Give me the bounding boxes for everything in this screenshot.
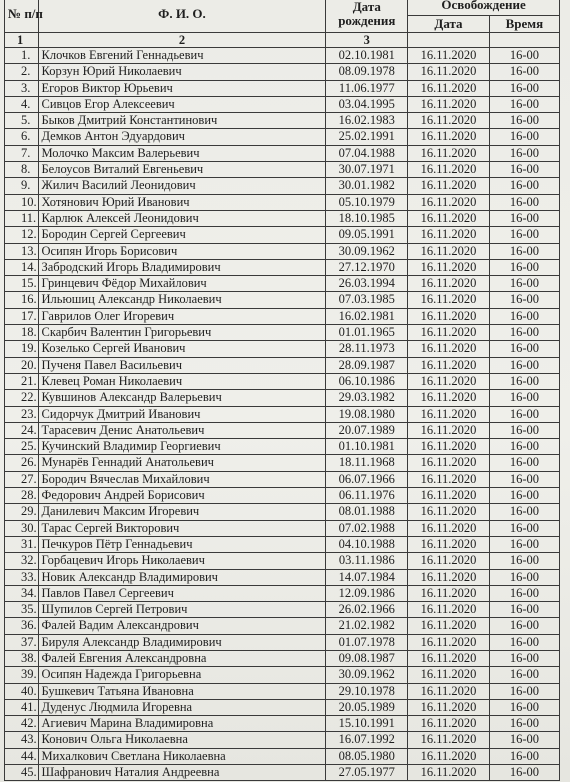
birth-date: 25.02.1991 — [326, 129, 408, 145]
release-date: 16.11.2020 — [408, 325, 490, 341]
release-time: 16-00 — [489, 439, 559, 455]
birth-date: 19.08.1980 — [326, 406, 408, 422]
table-row — [5, 210, 560, 226]
release-date: 16.11.2020 — [408, 276, 490, 292]
person-name: Демков Антон Эдуардович — [38, 129, 326, 145]
row-number: 15. — [5, 276, 39, 292]
birth-date: 29.10.1978 — [326, 683, 408, 699]
release-time: 16-00 — [489, 357, 559, 373]
release-date: 16.11.2020 — [408, 373, 490, 389]
birth-date: 05.10.1979 — [326, 194, 408, 210]
release-date: 16.11.2020 — [408, 162, 490, 178]
release-time: 16-00 — [489, 80, 559, 96]
header-release-date: Дата — [408, 16, 490, 33]
release-time: 16-00 — [489, 520, 559, 536]
person-name: Бируля Александр Владимирович — [38, 634, 326, 650]
person-name: Агиевич Марина Владимировна — [38, 716, 326, 732]
release-date: 16.11.2020 — [408, 650, 490, 666]
row-number: 6. — [5, 129, 39, 145]
table-row — [5, 716, 560, 732]
birth-date: 16.02.1983 — [326, 113, 408, 129]
release-date: 16.11.2020 — [408, 194, 490, 210]
release-time: 16-00 — [489, 569, 559, 585]
release-date: 16.11.2020 — [408, 634, 490, 650]
release-date: 16.11.2020 — [408, 748, 490, 764]
release-time: 16-00 — [489, 504, 559, 520]
row-number: 17. — [5, 308, 39, 324]
table-row — [5, 390, 560, 406]
release-time: 16-00 — [489, 406, 559, 422]
release-time: 16-00 — [489, 488, 559, 504]
birth-date: 07.03.1985 — [326, 292, 408, 308]
row-number: 23. — [5, 406, 39, 422]
table-row — [5, 308, 560, 324]
person-name: Шафранович Наталия Андреевна — [38, 765, 326, 781]
row-number: 9. — [5, 178, 39, 194]
birth-date: 28.09.1987 — [326, 357, 408, 373]
release-date: 16.11.2020 — [408, 227, 490, 243]
release-date: 16.11.2020 — [408, 439, 490, 455]
person-name: Мунарёв Геннадий Анатольевич — [38, 455, 326, 471]
table-row — [5, 634, 560, 650]
release-time: 16-00 — [489, 683, 559, 699]
person-name: Кувшинов Александр Валерьевич — [38, 390, 326, 406]
release-date: 16.11.2020 — [408, 765, 490, 781]
person-name: Клочков Евгений Геннадьевич — [38, 48, 326, 64]
release-time: 16-00 — [489, 390, 559, 406]
table-row — [5, 569, 560, 585]
row-number: 27. — [5, 471, 39, 487]
release-date: 16.11.2020 — [408, 308, 490, 324]
table-row — [5, 536, 560, 552]
release-date: 16.11.2020 — [408, 585, 490, 601]
birth-date: 06.10.1986 — [326, 373, 408, 389]
person-name: Павлов Павел Сергеевич — [38, 585, 326, 601]
row-number: 2. — [5, 64, 39, 80]
column-number-1: 1 — [5, 33, 39, 48]
table-row — [5, 243, 560, 259]
table-row — [5, 553, 560, 569]
release-time: 16-00 — [489, 422, 559, 438]
row-number: 36. — [5, 618, 39, 634]
birth-date: 21.02.1982 — [326, 618, 408, 634]
column-number-5 — [489, 33, 559, 48]
release-date: 16.11.2020 — [408, 243, 490, 259]
table-row — [5, 113, 560, 129]
birth-date: 08.01.1988 — [326, 504, 408, 520]
person-name: Карлюк Алексей Леонидович — [38, 210, 326, 226]
release-date: 16.11.2020 — [408, 292, 490, 308]
release-time: 16-00 — [489, 650, 559, 666]
release-date: 16.11.2020 — [408, 341, 490, 357]
person-name: Дуденус Людмила Игоревна — [38, 699, 326, 715]
table-row — [5, 341, 560, 357]
row-number: 3. — [5, 80, 39, 96]
birth-date: 07.02.1988 — [326, 520, 408, 536]
person-name: Хотянович Юрий Иванович — [38, 194, 326, 210]
birth-date: 07.04.1988 — [326, 145, 408, 161]
person-name: Быков Дмитрий Константинович — [38, 113, 326, 129]
release-date: 16.11.2020 — [408, 390, 490, 406]
table-row — [5, 455, 560, 471]
table-row — [5, 602, 560, 618]
row-number: 34. — [5, 585, 39, 601]
row-number: 13. — [5, 243, 39, 259]
row-number: 11. — [5, 210, 39, 226]
row-number: 43. — [5, 732, 39, 748]
release-date: 16.11.2020 — [408, 569, 490, 585]
birth-date: 28.11.1973 — [326, 341, 408, 357]
release-time: 16-00 — [489, 259, 559, 275]
person-name: Клевец Роман Николаевич — [38, 373, 326, 389]
release-date: 16.11.2020 — [408, 145, 490, 161]
table-row — [5, 259, 560, 275]
person-name: Белоусов Виталий Евгеньевич — [38, 162, 326, 178]
row-number: 8. — [5, 162, 39, 178]
birth-date: 26.02.1966 — [326, 602, 408, 618]
person-name: Фалей Вадим Александрович — [38, 618, 326, 634]
birth-date: 03.11.1986 — [326, 553, 408, 569]
release-time: 16-00 — [489, 585, 559, 601]
person-name: Тарасевич Денис Анатольевич — [38, 422, 326, 438]
birth-date: 18.11.1968 — [326, 455, 408, 471]
person-name: Конович Ольга Николаевна — [38, 732, 326, 748]
birth-date: 16.07.1992 — [326, 732, 408, 748]
person-name: Михалкович Светлана Николаевна — [38, 748, 326, 764]
release-time: 16-00 — [489, 194, 559, 210]
row-number: 41. — [5, 699, 39, 715]
header-full-name: Ф. И. О. — [38, 0, 326, 33]
table-body — [5, 48, 560, 781]
table-row — [5, 227, 560, 243]
table-row — [5, 520, 560, 536]
table-row — [5, 162, 560, 178]
birth-date: 30.09.1962 — [326, 667, 408, 683]
release-time: 16-00 — [489, 325, 559, 341]
birth-date: 01.07.1978 — [326, 634, 408, 650]
table-row — [5, 683, 560, 699]
birth-date: 30.07.1971 — [326, 162, 408, 178]
row-number: 25. — [5, 439, 39, 455]
row-number: 21. — [5, 373, 39, 389]
table-row — [5, 373, 560, 389]
person-name: Корзун Юрий Николаевич — [38, 64, 326, 80]
release-date: 16.11.2020 — [408, 64, 490, 80]
person-name: Егоров Виктор Юрьевич — [38, 80, 326, 96]
birth-date: 03.04.1995 — [326, 96, 408, 112]
birth-date: 30.09.1962 — [326, 243, 408, 259]
table-row — [5, 48, 560, 64]
table-row — [5, 585, 560, 601]
row-number: 31. — [5, 536, 39, 552]
table-row — [5, 471, 560, 487]
person-name: Скарбич Валентин Григорьевич — [38, 325, 326, 341]
birth-date: 18.10.1985 — [326, 210, 408, 226]
release-time: 16-00 — [489, 210, 559, 226]
row-number: 26. — [5, 455, 39, 471]
person-name: Новик Александр Владимирович — [38, 569, 326, 585]
birth-date: 14.07.1984 — [326, 569, 408, 585]
release-date: 16.11.2020 — [408, 96, 490, 112]
birth-date: 01.01.1965 — [326, 325, 408, 341]
birth-date: 02.10.1981 — [326, 48, 408, 64]
release-time: 16-00 — [489, 113, 559, 129]
table-row — [5, 732, 560, 748]
release-date: 16.11.2020 — [408, 553, 490, 569]
release-date: 16.11.2020 — [408, 602, 490, 618]
table-row — [5, 96, 560, 112]
table-row — [5, 80, 560, 96]
person-name: Гаврилов Олег Игоревич — [38, 308, 326, 324]
table-row — [5, 650, 560, 666]
birth-date: 04.10.1988 — [326, 536, 408, 552]
release-time: 16-00 — [489, 145, 559, 161]
release-date: 16.11.2020 — [408, 699, 490, 715]
release-date: 16.11.2020 — [408, 618, 490, 634]
release-date: 16.11.2020 — [408, 422, 490, 438]
row-number: 39. — [5, 667, 39, 683]
release-time: 16-00 — [489, 699, 559, 715]
row-number: 28. — [5, 488, 39, 504]
row-number: 20. — [5, 357, 39, 373]
release-time: 16-00 — [489, 341, 559, 357]
birth-date: 09.05.1991 — [326, 227, 408, 243]
release-date: 16.11.2020 — [408, 48, 490, 64]
release-time: 16-00 — [489, 471, 559, 487]
release-date: 16.11.2020 — [408, 732, 490, 748]
person-name: Забродский Игорь Владимирович — [38, 259, 326, 275]
row-number: 45. — [5, 765, 39, 781]
release-date: 16.11.2020 — [408, 716, 490, 732]
release-time: 16-00 — [489, 96, 559, 112]
release-time: 16-00 — [489, 308, 559, 324]
birth-date: 12.09.1986 — [326, 585, 408, 601]
table-row — [5, 488, 560, 504]
birth-date: 16.02.1981 — [326, 308, 408, 324]
release-time: 16-00 — [489, 536, 559, 552]
row-number: 12. — [5, 227, 39, 243]
birth-date: 09.08.1987 — [326, 650, 408, 666]
birth-date: 08.09.1978 — [326, 64, 408, 80]
release-date: 16.11.2020 — [408, 406, 490, 422]
release-time: 16-00 — [489, 602, 559, 618]
release-time: 16-00 — [489, 292, 559, 308]
table-row — [5, 748, 560, 764]
row-number: 30. — [5, 520, 39, 536]
table-row — [5, 325, 560, 341]
release-date: 16.11.2020 — [408, 455, 490, 471]
release-time: 16-00 — [489, 716, 559, 732]
release-time: 16-00 — [489, 667, 559, 683]
header-birth-date: Дата рождения — [326, 0, 408, 33]
release-time: 16-00 — [489, 227, 559, 243]
table-row — [5, 129, 560, 145]
release-date: 16.11.2020 — [408, 178, 490, 194]
person-name: Пученя Павел Васильевич — [38, 357, 326, 373]
row-number: 10. — [5, 194, 39, 210]
row-number: 42. — [5, 716, 39, 732]
release-time: 16-00 — [489, 162, 559, 178]
row-number: 37. — [5, 634, 39, 650]
birth-date: 26.03.1994 — [326, 276, 408, 292]
release-date: 16.11.2020 — [408, 259, 490, 275]
column-number-row — [5, 33, 560, 48]
row-number: 33. — [5, 569, 39, 585]
header-release-time: Время — [489, 16, 559, 33]
birth-date: 06.07.1966 — [326, 471, 408, 487]
release-date: 16.11.2020 — [408, 520, 490, 536]
person-name: Фалей Евгения Александровна — [38, 650, 326, 666]
row-number: 18. — [5, 325, 39, 341]
release-time: 16-00 — [489, 748, 559, 764]
birth-date: 11.06.1977 — [326, 80, 408, 96]
person-name: Гринцевич Фёдор Михайлович — [38, 276, 326, 292]
table-row — [5, 439, 560, 455]
birth-date: 06.11.1976 — [326, 488, 408, 504]
release-time: 16-00 — [489, 178, 559, 194]
header-number: № п/п — [5, 0, 39, 33]
person-name: Горбацевич Игорь Николаевич — [38, 553, 326, 569]
person-name: Бородич Вячеслав Михайлович — [38, 471, 326, 487]
row-number: 24. — [5, 422, 39, 438]
birth-date: 27.12.1970 — [326, 259, 408, 275]
row-number: 1. — [5, 48, 39, 64]
person-name: Ильюшиц Александр Николаевич — [38, 292, 326, 308]
release-time: 16-00 — [489, 765, 559, 781]
person-name: Бородин Сергей Сергеевич — [38, 227, 326, 243]
row-number: 4. — [5, 96, 39, 112]
table-row — [5, 357, 560, 373]
release-date: 16.11.2020 — [408, 80, 490, 96]
row-number: 14. — [5, 259, 39, 275]
release-date: 16.11.2020 — [408, 113, 490, 129]
table-row — [5, 194, 560, 210]
release-date: 16.11.2020 — [408, 129, 490, 145]
row-number: 7. — [5, 145, 39, 161]
birth-date: 20.07.1989 — [326, 422, 408, 438]
release-time: 16-00 — [489, 129, 559, 145]
table-row — [5, 504, 560, 520]
release-date: 16.11.2020 — [408, 536, 490, 552]
person-name: Козелько Сергей Иванович — [38, 341, 326, 357]
row-number: 22. — [5, 390, 39, 406]
birth-date: 27.05.1977 — [326, 765, 408, 781]
table-row — [5, 64, 560, 80]
column-number-3: 3 — [326, 33, 408, 48]
row-number: 29. — [5, 504, 39, 520]
release-time: 16-00 — [489, 373, 559, 389]
birth-date: 20.05.1989 — [326, 699, 408, 715]
birth-date: 01.10.1981 — [326, 439, 408, 455]
release-date: 16.11.2020 — [408, 667, 490, 683]
release-date: 16.11.2020 — [408, 488, 490, 504]
release-time: 16-00 — [489, 455, 559, 471]
birth-date: 29.03.1982 — [326, 390, 408, 406]
person-name: Жилич Василий Леонидович — [38, 178, 326, 194]
person-name: Осипян Надежда Григорьевна — [38, 667, 326, 683]
person-name: Федорович Андрей Борисович — [38, 488, 326, 504]
table-row — [5, 276, 560, 292]
row-number: 32. — [5, 553, 39, 569]
table-row — [5, 178, 560, 194]
birth-date: 30.01.1982 — [326, 178, 408, 194]
release-time: 16-00 — [489, 553, 559, 569]
column-number-4 — [408, 33, 490, 48]
table-row — [5, 292, 560, 308]
release-time: 16-00 — [489, 634, 559, 650]
person-name: Сивцов Егор Алексеевич — [38, 96, 326, 112]
release-date: 16.11.2020 — [408, 683, 490, 699]
person-name: Осипян Игорь Борисович — [38, 243, 326, 259]
row-number: 38. — [5, 650, 39, 666]
row-number: 5. — [5, 113, 39, 129]
person-name: Кучинский Владимир Георгиевич — [38, 439, 326, 455]
release-date: 16.11.2020 — [408, 471, 490, 487]
table-row — [5, 422, 560, 438]
release-date: 16.11.2020 — [408, 504, 490, 520]
person-name: Сидорчук Дмитрий Иванович — [38, 406, 326, 422]
release-date: 16.11.2020 — [408, 210, 490, 226]
row-number: 40. — [5, 683, 39, 699]
release-time: 16-00 — [489, 276, 559, 292]
birth-date: 15.10.1991 — [326, 716, 408, 732]
person-name: Молочко Максим Валерьевич — [38, 145, 326, 161]
release-time: 16-00 — [489, 732, 559, 748]
release-date: 16.11.2020 — [408, 357, 490, 373]
birth-date: 08.05.1980 — [326, 748, 408, 764]
row-number: 44. — [5, 748, 39, 764]
column-number-2: 2 — [38, 33, 326, 48]
table-row — [5, 406, 560, 422]
table-row — [5, 699, 560, 715]
table-row — [5, 145, 560, 161]
row-number: 35. — [5, 602, 39, 618]
header-release: Освобождение — [408, 0, 560, 16]
person-name: Печкуров Пётр Геннадьевич — [38, 536, 326, 552]
release-time: 16-00 — [489, 64, 559, 80]
person-name: Тарас Сергей Викторович — [38, 520, 326, 536]
release-time: 16-00 — [489, 48, 559, 64]
table-row — [5, 618, 560, 634]
release-time: 16-00 — [489, 243, 559, 259]
release-time: 16-00 — [489, 618, 559, 634]
table-row — [5, 667, 560, 683]
release-table — [4, 0, 560, 781]
person-name: Бушкевич Татьяна Ивановна — [38, 683, 326, 699]
row-number: 16. — [5, 292, 39, 308]
table-row — [5, 765, 560, 781]
person-name: Данилевич Максим Игоревич — [38, 504, 326, 520]
row-number: 19. — [5, 341, 39, 357]
person-name: Шупилов Сергей Петрович — [38, 602, 326, 618]
